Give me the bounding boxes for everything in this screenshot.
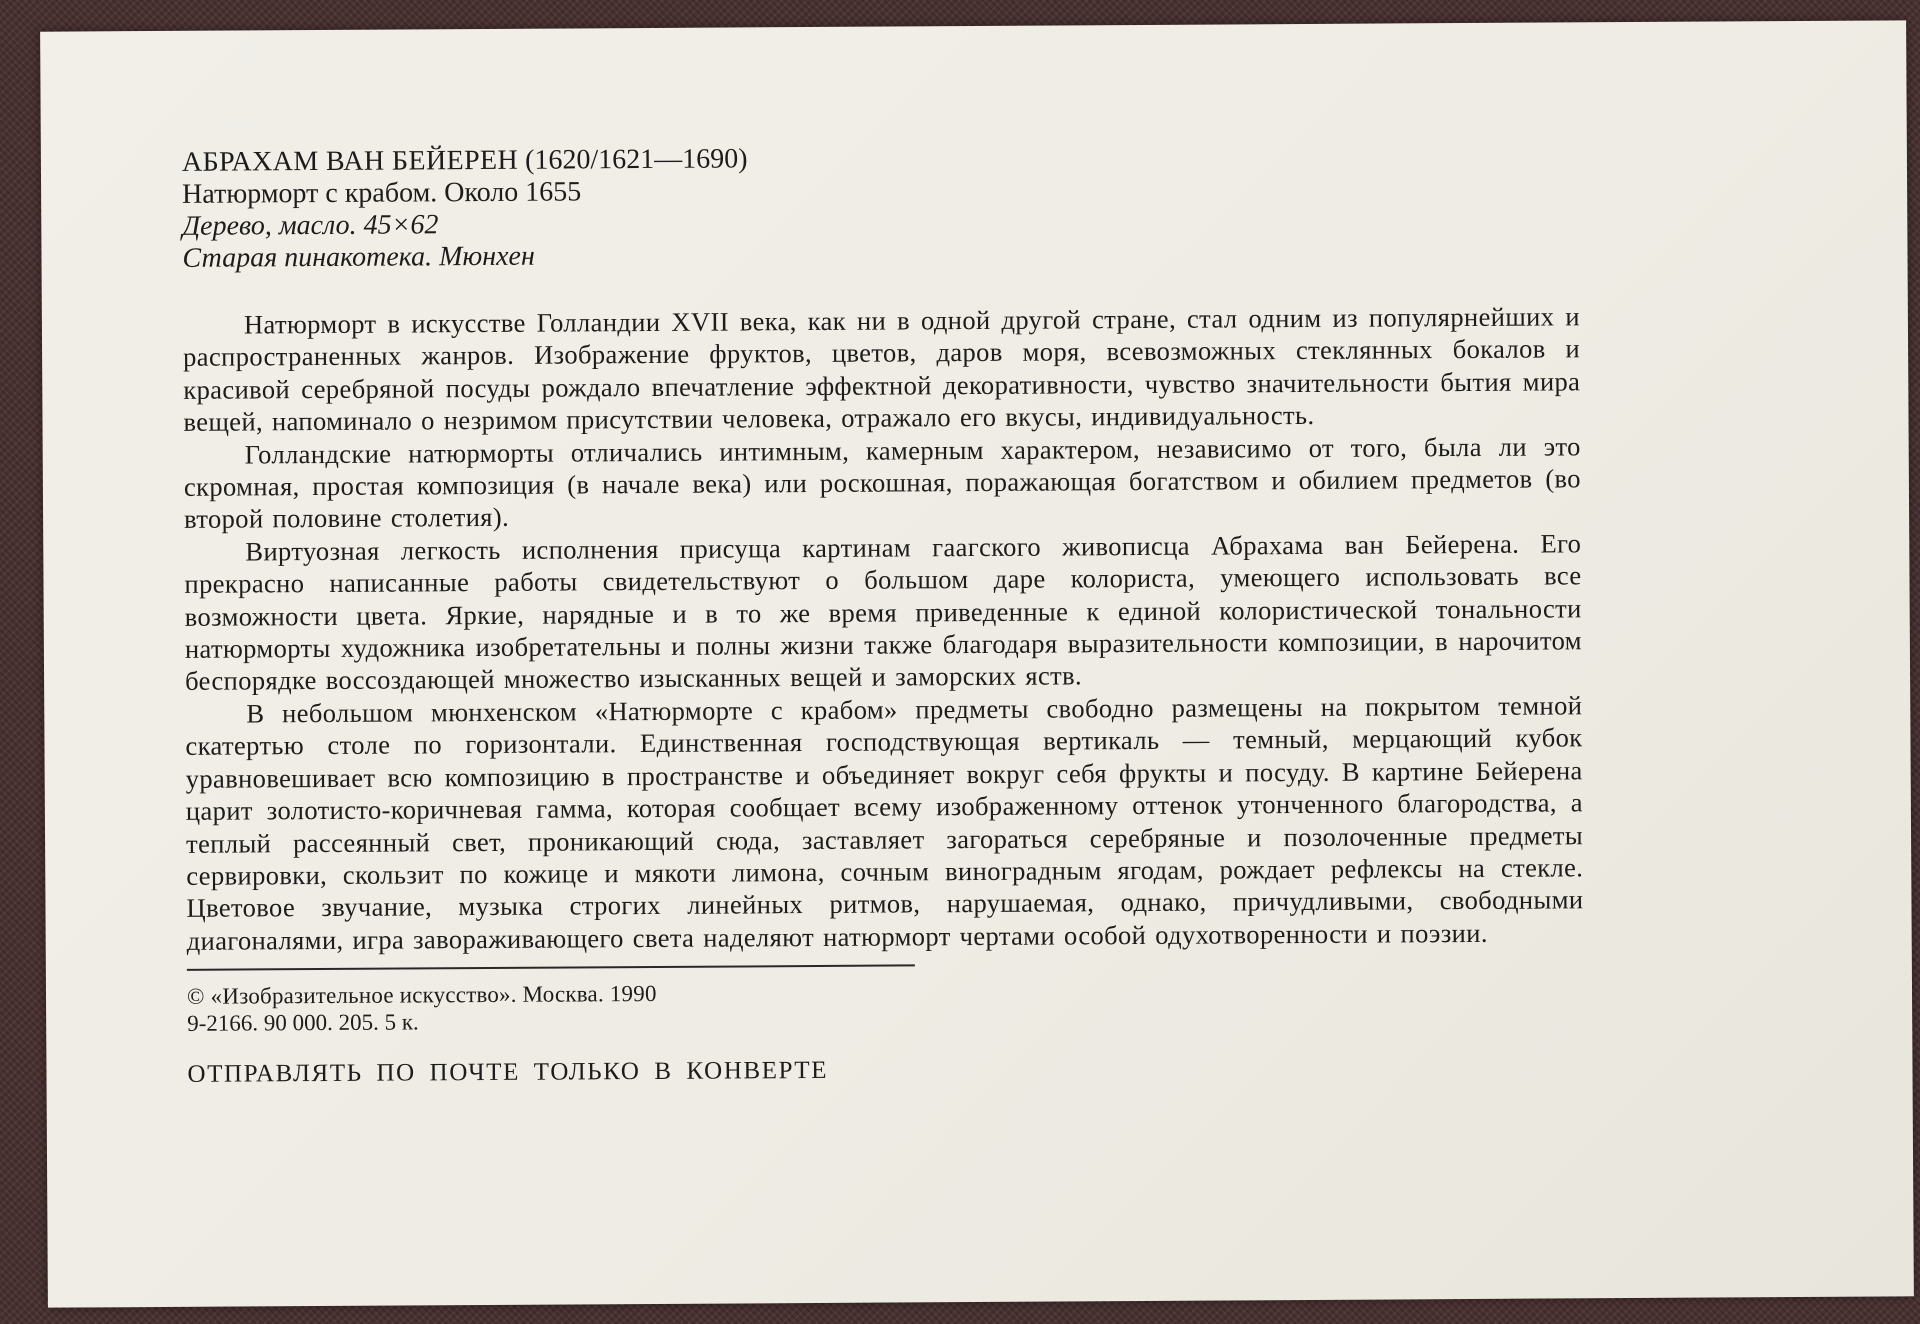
paragraph: Натюрморт в искусстве Голландии XVII века, как ни в одной другой стране, стал одним из популярнейших и распространенных жанров. Изображение фруктов, цветов, даров моря, всевозможных стеклянных бокалов и красивой серебряной посуды рождало впечатление эффектной декоративности, чувство значительности бытия мира вещей, напоминало о незримом присутствии человека, отражало его вкусы, индивидуальность. [183,301,1581,438]
artwork-title: Натюрморт с крабом. Около 1655 [182,176,582,210]
mailing-notice: ОТПРАВЛЯТЬ ПО ПОЧТЕ ТОЛЬКО В КОНВЕРТЕ [187,1057,829,1088]
print-code: 9-2166. 90 000. 205. 5 к. [187,1009,419,1036]
paragraph: В небольшом мюнхенском «Натюрморте с крабом» предметы свободно размещены на покрытом темной скатертью столе по горизонтали. Единственная господствующая вертикаль — темный, мерцающий кубок уравновешивает всю композицию в пространстве и объединяет вокруг себя фрукты и посуду. В картине Бейерена царит золотисто-коричневая гамма, которая сообщает всему изображенному оттенок утонченного благородства, а теплый рассеянный свет, проникающий сюда, заставляет загораться серебряные и позолоченные предметы сервировки, скользит по кожице и мякоти лимона, сочным виноградным ягодам, рождает рефлексы на стекле. Цветовое звучание, музыка строгих линейных ритмов, нарушаемая, однако, причудливыми, свободными диагоналями, игра завораживающего света наделяют натюрморт чертами особой одухотворенности и поэзии. [185,690,1584,956]
footer-divider [187,965,915,971]
paragraph: Виртуозная легкость исполнения присуща картинам гаагского живописца Абрахама ван Бейерена. Его прекрасно написанные работы свидетельствуют о большом даре колориста, умеющего использовать все возможности цвета. Яркие, нарядные и в то же время приведенные к единой колористической тональности натюрморты художника изобретательны и полны жизни также благодаря выразительности композиции, в нарочитом беспорядке воссоздающей множество изысканных вещей и заморских яств. [184,528,1582,697]
description-text [183,300,1584,957]
author-name: АБРАХАМ ВАН БЕЙЕРЕН [181,144,519,178]
card-text [182,138,1585,1089]
artwork-medium: Дерево, масло. 45×62 [182,209,439,242]
paragraph: Голландские натюрморты отличались интимным, камерным характером, независимо от того, была ли это скромная, простая композиция (в начале века) или роскошная, поражающая богатством и обилием предметов (во второй половине столетия). [183,430,1581,535]
author-dates: (1620/1621—1690) [525,143,748,176]
postcard-back [40,20,1914,1307]
artwork-collection: Старая пинакотека. Мюнхен [182,240,535,274]
copyright-line: © «Изобразительное искусство». Москва. 1990 [186,981,657,1009]
